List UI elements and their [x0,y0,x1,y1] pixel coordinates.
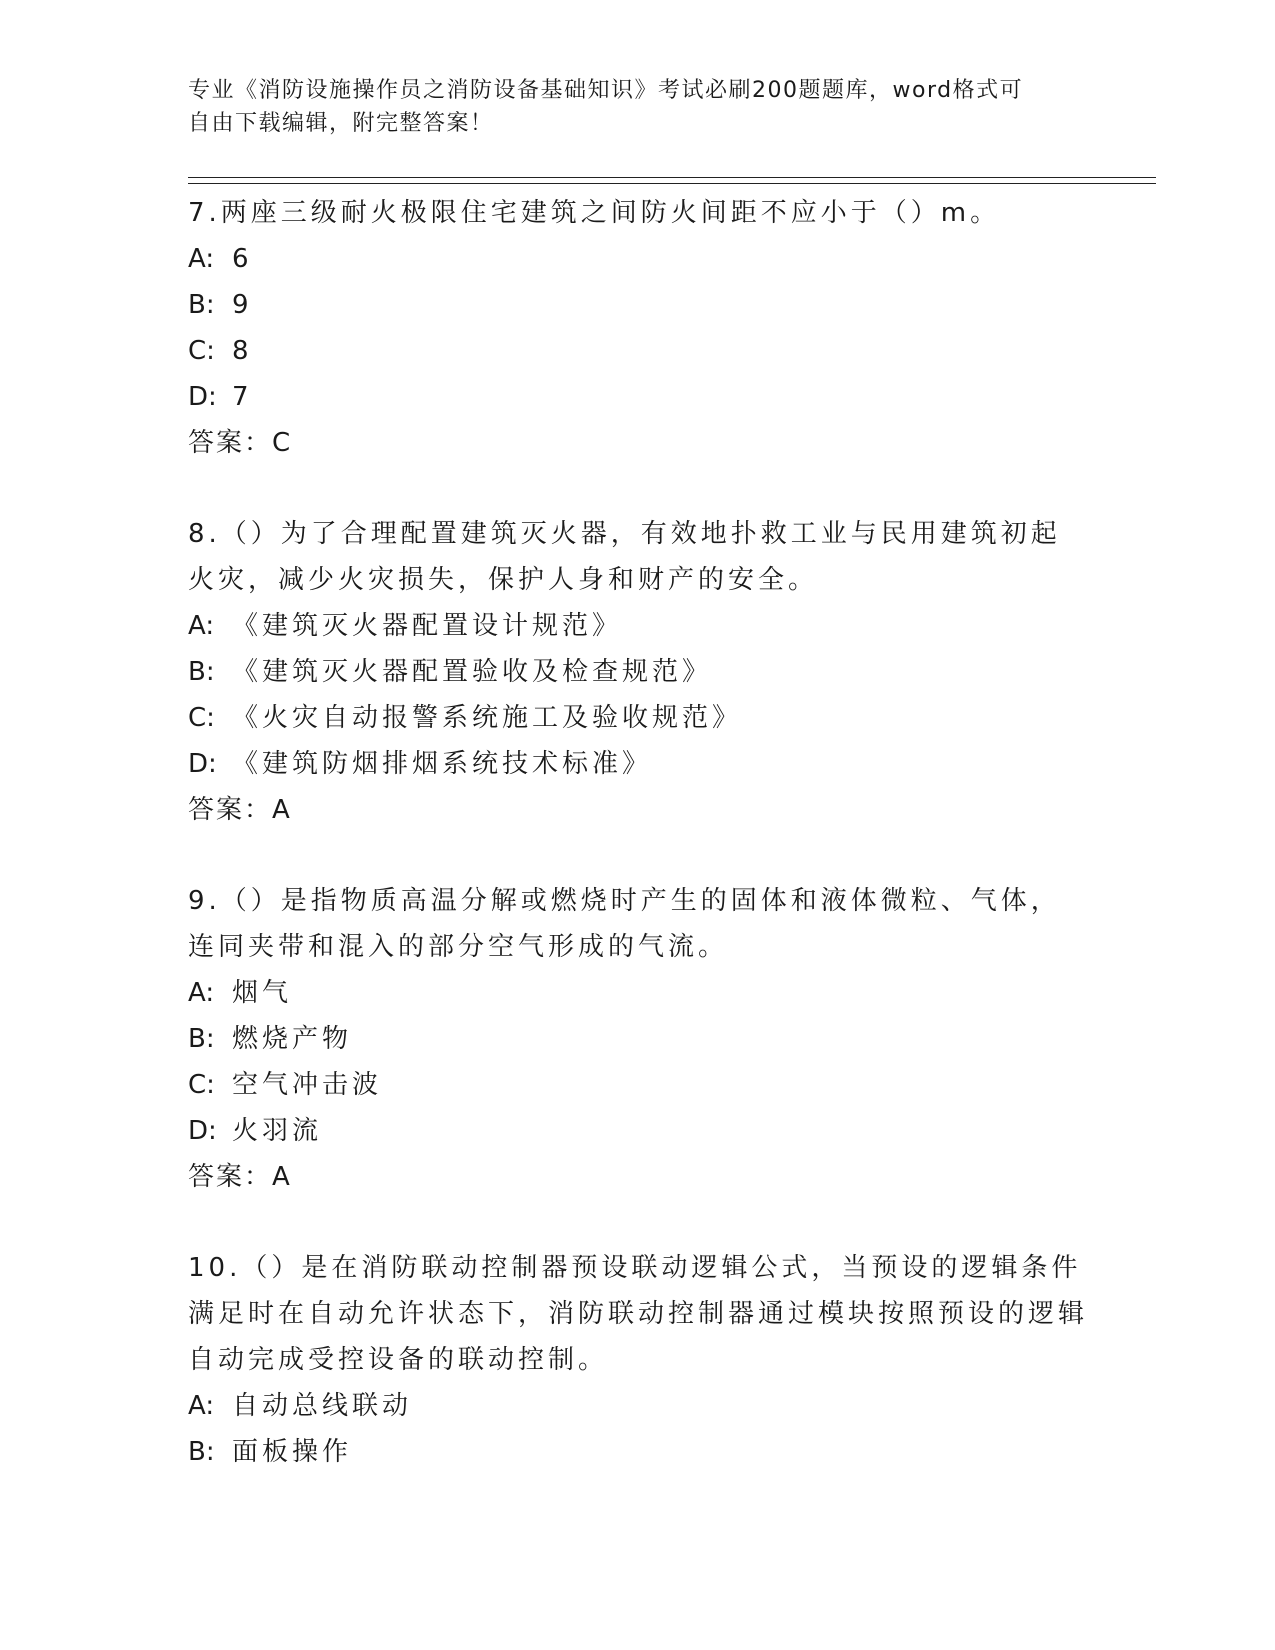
option-letter: B: [188,657,215,687]
option-d [188,374,1088,420]
question-list [188,190,1088,1475]
option-text: 《建筑灭火器配置设计规范》 [232,611,623,641]
option-b [188,282,1088,328]
option-text: 火羽流 [232,1116,323,1146]
option-letter: C: [188,336,215,366]
question-7 [188,190,1088,466]
option-text: 7 [232,382,253,412]
option-letter: A: [188,611,215,641]
question-8 [188,511,1088,833]
option-text: 空气冲击波 [232,1070,383,1100]
question-spacer [188,1200,1088,1245]
option-letter: B: [188,1437,215,1467]
question-stem: 10.（）是在消防联动控制器预设联动逻辑公式，当预设的逻辑条件满足时在自动允许状态下，消防联动控制器通过模块按照预设的逻辑自动完成受控设备的联动控制。 [188,1253,1089,1375]
option-c [188,695,1088,741]
option-letter: B: [188,1024,215,1054]
option-text: 6 [232,244,253,274]
option-text: 烟气 [232,978,293,1008]
option-c [188,328,1088,374]
option-a [188,603,1088,649]
option-a [188,236,1088,282]
header-divider-bottom [188,183,1156,184]
option-c [188,1062,1088,1108]
option-text: 《建筑灭火器配置验收及检查规范》 [232,657,713,687]
option-a [188,970,1088,1016]
option-letter: C: [188,703,215,733]
header-divider-top [188,177,1156,178]
option-letter: A: [188,978,215,1008]
option-b [188,649,1088,695]
option-a [188,1383,1088,1429]
option-text: 9 [232,290,253,320]
option-letter: B: [188,290,215,320]
question-9 [188,878,1088,1200]
question-stem: 8.（）为了合理配置建筑灭火器，有效地扑救工业与民用建筑初起火灾，减少火灾损失，保护人身和财产的安全。 [188,519,1061,595]
option-letter: D: [188,749,217,779]
option-letter: A: [188,1391,215,1421]
option-letter: A: [188,244,215,274]
option-text: 自动总线联动 [232,1391,413,1421]
option-d [188,1108,1088,1154]
answer-line: 答案：A [188,1162,292,1192]
question-stem: 7.两座三级耐火极限住宅建筑之间防火间距不应小于（）m。 [188,198,1001,228]
answer-line: 答案：A [188,795,292,825]
header-line-2: 自由下载编辑，附完整答案！ [188,111,494,136]
option-b [188,1016,1088,1062]
answer-line: 答案：C [188,428,293,458]
option-letter: D: [188,382,217,412]
option-text: 面板操作 [232,1437,353,1467]
question-spacer [188,466,1088,511]
question-10 [188,1245,1088,1475]
option-text: 《火灾自动报警系统施工及验收规范》 [232,703,743,733]
option-letter: D: [188,1116,217,1146]
question-spacer [188,833,1088,878]
option-text: 8 [232,336,253,366]
option-text: 《建筑防烟排烟系统技术标准》 [232,749,653,779]
header-line-1: 专业《消防设施操作员之消防设备基础知识》考试必刷200题题库，word格式可 [188,78,1024,103]
document-header [188,74,1088,140]
option-text: 燃烧产物 [232,1024,353,1054]
option-b [188,1429,1088,1475]
option-d [188,741,1088,787]
question-stem: 9.（）是指物质高温分解或燃烧时产生的固体和液体微粒、气体，连同夹带和混入的部分空气形成的气流。 [188,886,1061,962]
option-letter: C: [188,1070,215,1100]
